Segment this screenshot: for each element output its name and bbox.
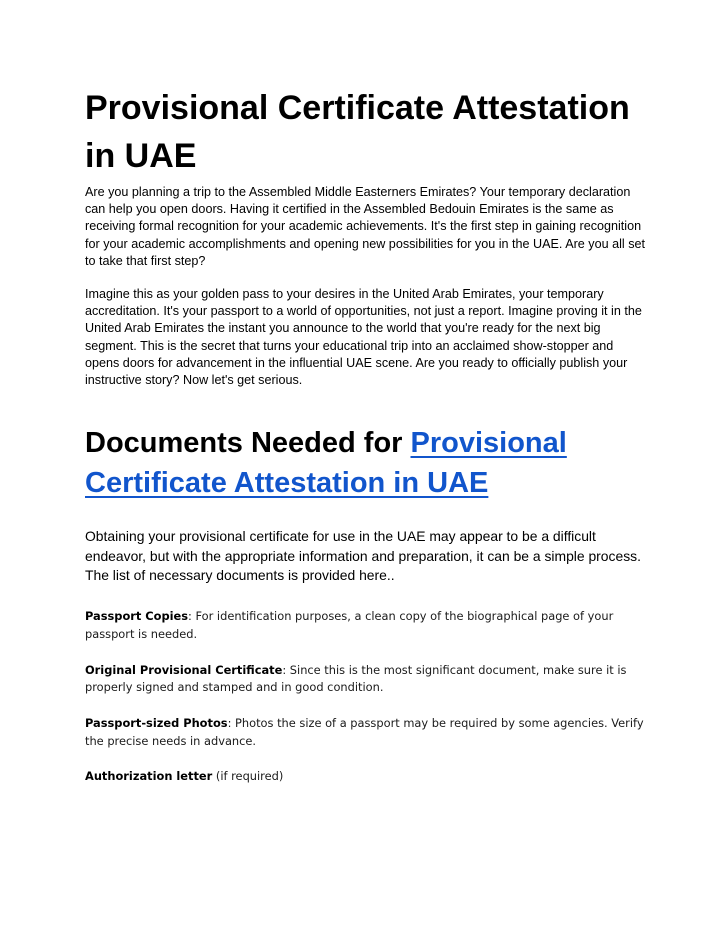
document-item-label: Passport Copies [85,609,189,624]
document-item-label: Original Provisional Certificate [85,662,283,677]
document-list-item [85,662,645,697]
document-item-text: (if required) [212,769,284,784]
document-item-text: : For identification purposes, a clean copy of the biographical page of your passport is needed. [85,609,614,641]
document-item-label: Authorization letter [85,769,213,784]
document-item-text: : Since this is the most significant document, make sure it is properly signed and stamped and in good condition. [85,662,627,695]
document-list-item [85,715,645,750]
document-item-label: Passport-sized Photos [85,715,228,730]
section-lead-paragraph: Obtaining your provisional certificate for use in the UAE may appear to be a difficult endeavor, but with the appropriate information and preparation, it can be a simple process. The list of necessary documents is provided here.. [85,528,641,583]
document-page [85,84,645,786]
document-item-text: : Photos the size of a passport may be required by some agencies. Verify the precise needs in advance. [85,715,644,748]
page-title: Provisional Certificate Attestation in UAE [85,89,630,175]
document-list-item [85,608,645,643]
intro-paragraph: Are you planning a trip to the Assembled Middle Easterners Emirates? Your temporary declaration can help you open doors. Having it certified in the Assembled Bedouin Emirates is the same as receiving formal recognition for your academic achievements. It's the first step in gaining recognition for your academic accomplishments and opening new possibilities for you in the UAE. Are you all set to take that first step? [85,185,646,268]
intro-paragraph: Imagine this as your golden pass to your desires in the United Arab Emirates, your temporary accreditation. It's your passport to a world of opportunities, not just a report. Imagine proving it in the United Arab Emirates the instant you announce to the world that you're ready for the next big segment. This is the secret that turns your educational trip into an acclaimed show-stopper and opens doors for advancement in the influential UAE scene. Are you ready to officially publish your instructive story? Now let's get serious. [85,287,642,388]
section-heading-text: Documents Needed for [85,427,411,460]
section-heading-link[interactable]: Provisional Certificate Attestation in UAE [85,427,567,500]
document-list-item [85,768,645,786]
section-heading [85,423,645,503]
